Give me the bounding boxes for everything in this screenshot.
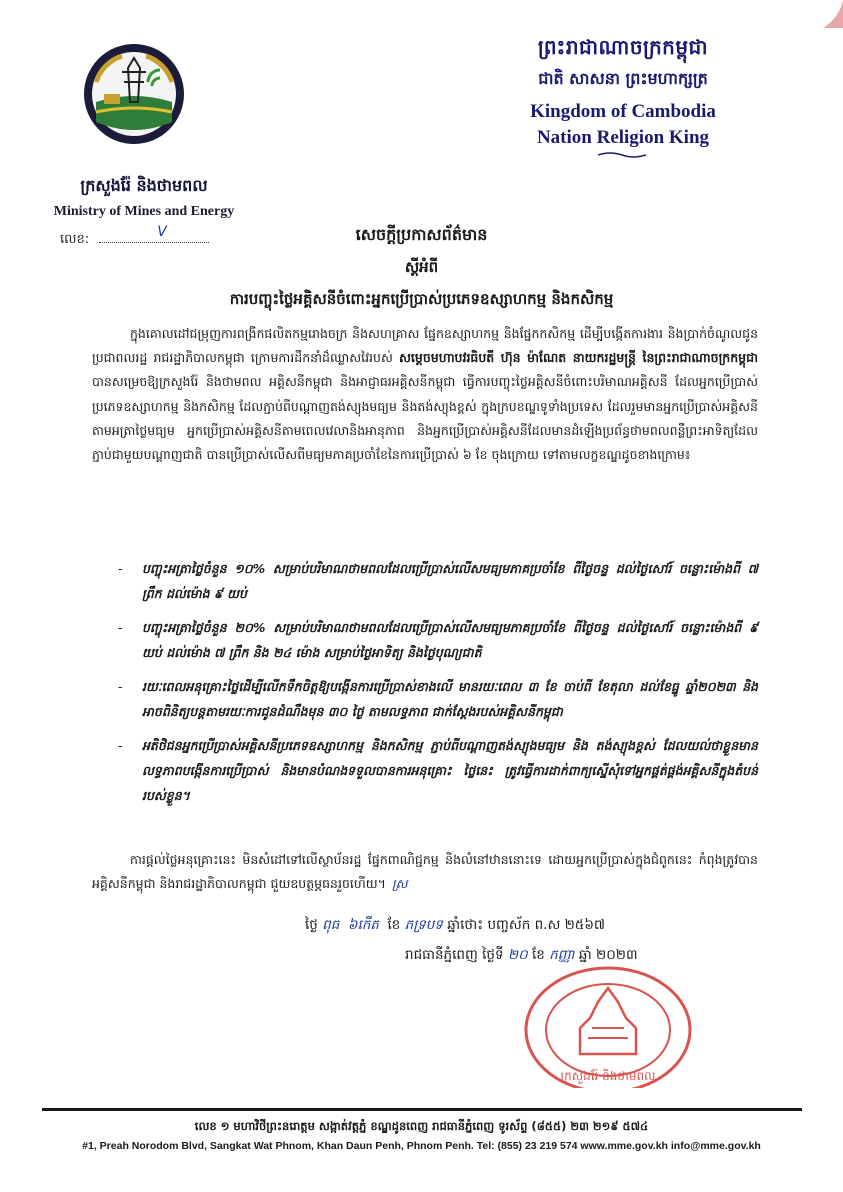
closing-text: ការផ្តល់ថ្លៃអនុគ្រោះនេះ មិនសំដៅទៅលើស្ថាប័នរដ្ឋ ផ្នែកពាណិជ្ជកម្ម និងលំនៅឋាននោះទេ ដោយអ្នកប្រើប្រាស់ក្នុងជំពូកនេះ កំពុងត្រូវបានអគ្គិសនីកម្ពុជា និងរាជរដ្ឋាភិបាលកម្ពុជា ជួយឧបត្ថម្ភធនរួចហើយ។	[92, 852, 758, 891]
lunar-month: ភទ្របទ	[404, 917, 443, 933]
list-item: - រយៈពេលអនុគ្រោះថ្លៃដើម្បីលើកទឹកចិត្តឱ្យបង្កើនការប្រើប្រាស់ខាងលើ មានរយៈពេល ៣ ខែ ចាប់ពី ខែតុលា ដល់ខែធ្នូ ឆ្នាំ២០២៣ និងអាចពិនិត្យបន្តតាមរយៈការជូនដំណឹងមុន ៣០ ថ្ងៃ តាមលទ្ធភាព ជាក់ស្តែងរបស់អគ្គិសនីកម្ពុជា	[118, 679, 758, 719]
kingdom-name-khmer: ព្រះរាជាណាចក្រកម្ពុជា	[537, 35, 709, 59]
lunar-year: ឆ្នាំថោះ បញ្ចស័ក ព.ស ២៥៦៧	[447, 917, 606, 933]
national-motto-english: Nation Religion King	[536, 127, 710, 148]
conditions-list	[118, 556, 758, 817]
footer-address-english: #1, Preah Norodom Blvd, Sangkat Wat Phnom, Khan Daun Penh, Phnom Penh. Tel: (855) 23 219 574 www.mme.gov.kh info@mme.gov.kh	[82, 1140, 761, 1152]
solar-year: ២០២៣	[596, 947, 638, 963]
solar-date-line: រាជធានីភ្នំពេញ ថ្ងៃទី ២០ ខែ កញ្ញា ឆ្នាំ ២០២៣	[405, 947, 638, 963]
lunar-day: ពុធ	[322, 917, 340, 933]
solar-day: ២០	[507, 947, 528, 963]
ministry-seal	[518, 958, 698, 1088]
ministry-logo	[82, 42, 186, 146]
list-item: - អតិថិជនអ្នកប្រើប្រាស់អគ្គិសនីប្រភេទឧស្សាហកម្ម និងកសិកម្ម ភ្ជាប់ពីបណ្តាញតង់ស្យុងមធ្យម និង តង់ស្យុងខ្ពស់ ដែលយល់ថាខ្លួនមានលទ្ធភាពបង្កើនការប្រើប្រាស់ និងមានបំណងទទួលបានការអនុគ្រោះ ថ្លៃនេះ ត្រូវធ្វើការដាក់ពាក្យស្នើសុំទៅអ្នកផ្គត់ផ្គង់អគ្គិសនីក្នុងតំបន់របស់ខ្លួន។	[118, 738, 758, 803]
ministry-name-english: Ministry of Mines and Energy	[53, 204, 235, 219]
intro-text-part2: បានសម្រេចឱ្យក្រសួងរ៉ែ និងថាមពល អគ្គិសនីកម្ពុជា និងអាជ្ញាធរអគ្គិសនីកម្ពុជា ធ្វើការបញ្ចុះថ្លៃអគ្គិសនីចំពោះបរិមាណអគ្គិសនី ដែលអ្នកប្រើប្រាស់ប្រភេទឧស្សាហកម្ម និងកសិកម្ម ដែលភ្ជាប់ពីបណ្តាញតង់ស្យុងមធ្យម និងតង់ស្យុងខ្ពស់ ក្នុងក្របខណ្ឌទូទាំងប្រទេស ដែលរួមមានអ្នកប្រើប្រាស់អគ្គិសនីតាមអត្រាថ្លៃមធ្យម អ្នកប្រើប្រាស់អគ្គិសនីតាមពេលវេលានិងអានុភាព និងអ្នកប្រើប្រាស់អគ្គិសនីដែលមានដំឡើងប្រព័ន្ធថាមពលពន្លឺព្រះអាទិត្យដែលភ្ជាប់ជាមួយបណ្តាញជាតិ បានប្រើប្រាស់លើសពីមធ្យមភាគប្រចាំខែនៃការប្រើប្រាស់ ៦ ខែ ចុងក្រោយ ទៅតាមលក្ខខណ្ឌដូចខាងក្រោម៖	[92, 374, 758, 463]
prime-minister-name: សម្តេចមហាបវរធិបតី ហ៊ុន ម៉ាណែត នាយករដ្ឋមន្ត្រី នៃព្រះរាជាណាចក្រកម្ពុជា	[399, 350, 759, 366]
document-type-title: សេចក្តីប្រកាសព័ត៌មាន	[355, 225, 488, 244]
list-item: - បញ្ចុះអត្រាថ្លៃចំនួន ២០% សម្រាប់បរិមាណថាមពលដែលប្រើប្រាស់លើសមធ្យមភាគប្រចាំខែ ពីថ្ងៃចន្ទ ដល់ថ្ងៃសៅរ៍ ចន្លោះម៉ោងពី ៩ យប់ ដល់ម៉ោង ៧ ព្រឹក និង ២៤ ម៉ោង សម្រាប់ថ្ងៃអាទិត្យ និងថ្ងៃបុណ្យជាតិ	[118, 620, 758, 660]
header-ornament	[598, 151, 646, 159]
kingdom-name-english: Kingdom of Cambodia	[530, 101, 716, 122]
ministry-name-khmer: ក្រសួងរ៉ែ និងថាមពល	[80, 176, 208, 195]
intro-text-part1: ក្នុងគោលដៅជម្រុញការពង្រីកផលិតកម្មរោងចក្រ និងសហគ្រាស ផ្នែកឧស្សាហកម្ម និងផ្នែកកសិកម្ម ដើម្បីបង្កើតការងារ និងប្រាក់ចំណូលជូនប្រជាពលរដ្ឋ រាជរដ្ឋាភិបាលកម្ពុជា ក្រោមការដឹកនាំដ៏ឈ្លាសវៃរបស់	[92, 326, 758, 366]
subject-title: ការបញ្ចុះថ្លៃអគ្គិសនីចំពោះអ្នកប្រើប្រាស់ប្រភេទឧស្សាហកម្ម និងកសិកម្ម	[229, 290, 614, 308]
footer-address-khmer: លេខ ១ មហាវិថីព្រះនរោត្តម សង្កាត់វត្តភ្នំ ខណ្ឌដូនពេញ រាជធានីភ្នំពេញ ទូរស័ព្ទ (៨៥៥) ២៣ ២១៩ ៥៧៤	[194, 1119, 649, 1133]
corner-red-mark	[813, 0, 843, 28]
closing-paragraph	[92, 848, 758, 896]
lunar-moon-phase: ៦កើត	[347, 917, 379, 933]
reference-handwritten-mark: V	[157, 224, 167, 240]
handwritten-initial: ស្រ	[391, 876, 408, 891]
subject-label: ស្តីអំពី	[404, 258, 439, 276]
reference-label: លេខ:	[60, 232, 90, 247]
seal-text: ក្រសួងរ៉ែ និងថាមពល	[560, 1069, 656, 1083]
footer-divider	[42, 1108, 802, 1111]
national-motto-khmer: ជាតិ សាសនា ព្រះមហាក្សត្រ	[538, 69, 708, 88]
solar-month: កញ្ញា	[549, 947, 575, 963]
lunar-date-line: ថ្ងៃ ពុធ ៦កើត ខែ ភទ្របទ ឆ្នាំថោះ បញ្ចស័ក ព.ស ២៥៦៧	[305, 917, 606, 933]
intro-paragraph	[92, 322, 758, 467]
list-item: - បញ្ចុះអត្រាថ្លៃចំនួន ១០% សម្រាប់បរិមាណថាមពលដែលប្រើប្រាស់លើសមធ្យមភាគប្រចាំខែ ពីថ្ងៃចន្ទ ដល់ថ្ងៃសៅរ៍ ចន្លោះម៉ោងពី ៧ ព្រឹក ដល់ម៉ោង ៩ យប់	[118, 561, 758, 601]
